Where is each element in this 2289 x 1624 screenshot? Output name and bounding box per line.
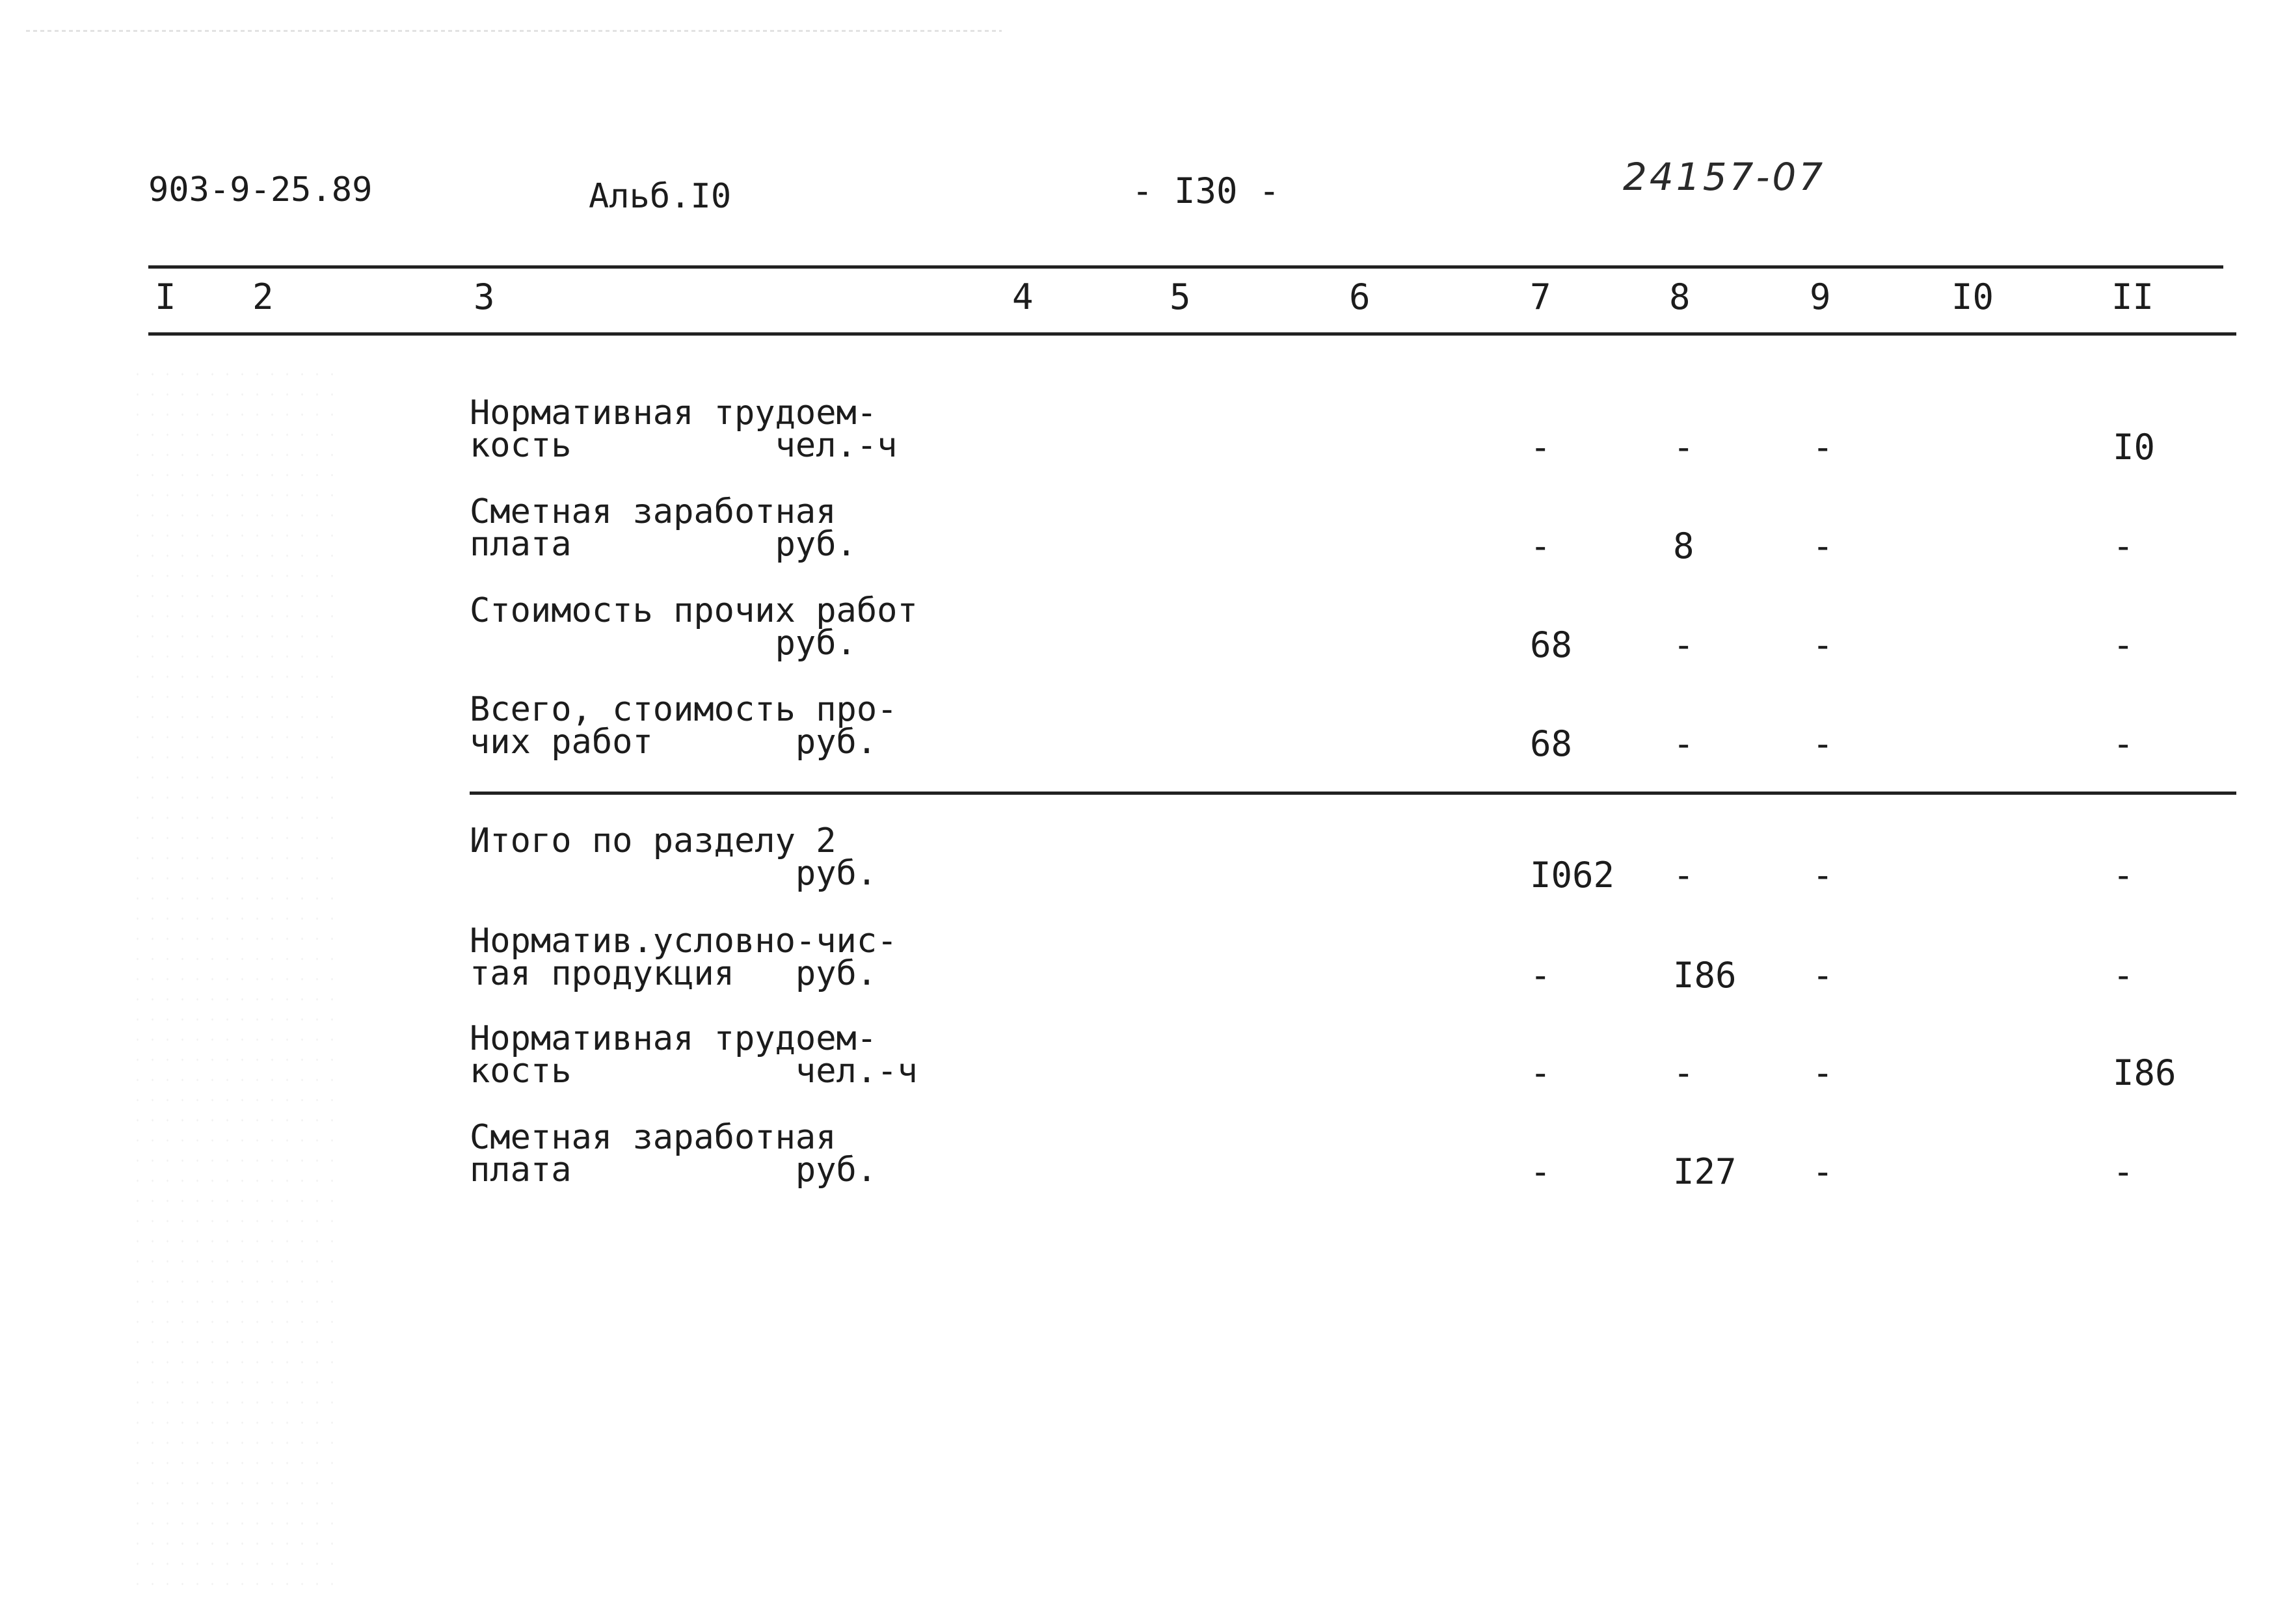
doc-code: 903-9-25.89	[148, 170, 373, 209]
cell-col9: -	[1812, 723, 1834, 764]
cell-col7: I062	[1530, 855, 1615, 896]
col-header-1: I	[155, 276, 176, 317]
row-label: Всего, стоимость про- чих работ руб.	[470, 690, 898, 762]
cell-col11: -	[2113, 855, 2134, 896]
cell-col11: -	[2113, 955, 2134, 996]
cell-col11: -	[2113, 1151, 2134, 1192]
row-label: Итого по разделу 2 руб.	[470, 821, 877, 893]
col-header-3: 3	[474, 276, 495, 317]
album-label: Альб.I0	[589, 177, 732, 216]
row-label: Нормативная трудоем- кость чел.-ч	[470, 1019, 918, 1091]
table-row	[0, 393, 2289, 475]
col-header-4: 4	[1012, 276, 1034, 317]
table-row	[0, 1019, 2289, 1100]
col-header-6: 6	[1349, 276, 1371, 317]
table-top-rule	[148, 265, 2223, 269]
registration-number: 24157-07	[1623, 155, 1826, 199]
cell-col11: -	[2113, 624, 2134, 665]
cell-col8: I27	[1673, 1151, 1737, 1192]
cell-col7: 68	[1530, 624, 1573, 665]
row-label: Норматив.условно-чис- тая продукция руб.	[470, 922, 898, 993]
row-label: Сметная заработная плата руб.	[470, 1118, 877, 1190]
row-label: Сметная заработная плата руб.	[470, 492, 857, 564]
col-header-11: II	[2111, 276, 2154, 317]
cell-col9: -	[1812, 427, 1834, 468]
table-header-rule	[148, 332, 2236, 336]
table-row	[0, 922, 2289, 1003]
col-header-7: 7	[1530, 276, 1551, 317]
cell-col7: -	[1530, 526, 1551, 566]
page-number: - I30 -	[1132, 170, 1280, 211]
section-rule	[470, 792, 2236, 795]
table-row	[0, 821, 2289, 903]
cell-col8: I86	[1673, 955, 1737, 996]
cell-col11: -	[2113, 526, 2134, 566]
cell-col9: -	[1812, 1151, 1834, 1192]
cell-col8: -	[1673, 427, 1694, 468]
cell-col9: -	[1812, 1052, 1834, 1093]
cell-col8: 8	[1673, 526, 1694, 566]
cell-col11: I86	[2113, 1052, 2176, 1093]
col-header-9: 9	[1810, 276, 1831, 317]
row-label: Стоимость прочих работ руб.	[470, 591, 918, 663]
cell-col9: -	[1812, 624, 1834, 665]
cell-col7: -	[1530, 427, 1551, 468]
col-header-10: I0	[1951, 276, 1994, 317]
table-row	[0, 690, 2289, 771]
cell-col8: -	[1673, 1052, 1694, 1093]
row-label: Нормативная трудоем- кость чел.-ч	[470, 393, 898, 465]
cell-col7: -	[1530, 1151, 1551, 1192]
cell-col8: -	[1673, 624, 1694, 665]
cell-col11: -	[2113, 723, 2134, 764]
table-row	[0, 492, 2289, 574]
cell-col8: -	[1673, 855, 1694, 896]
col-header-2: 2	[252, 276, 274, 317]
col-header-5: 5	[1170, 276, 1191, 317]
cell-col11: I0	[2113, 427, 2156, 468]
cell-col7: 68	[1530, 723, 1573, 764]
cell-col7: -	[1530, 1052, 1551, 1093]
cell-col7: -	[1530, 955, 1551, 996]
cell-col8: -	[1673, 723, 1694, 764]
table-row	[0, 1118, 2289, 1199]
table-row	[0, 591, 2289, 672]
scan-artifact-strip	[26, 30, 1002, 32]
cell-col9: -	[1812, 855, 1834, 896]
col-header-8: 8	[1669, 276, 1691, 317]
cell-col9: -	[1812, 526, 1834, 566]
cell-col9: -	[1812, 955, 1834, 996]
